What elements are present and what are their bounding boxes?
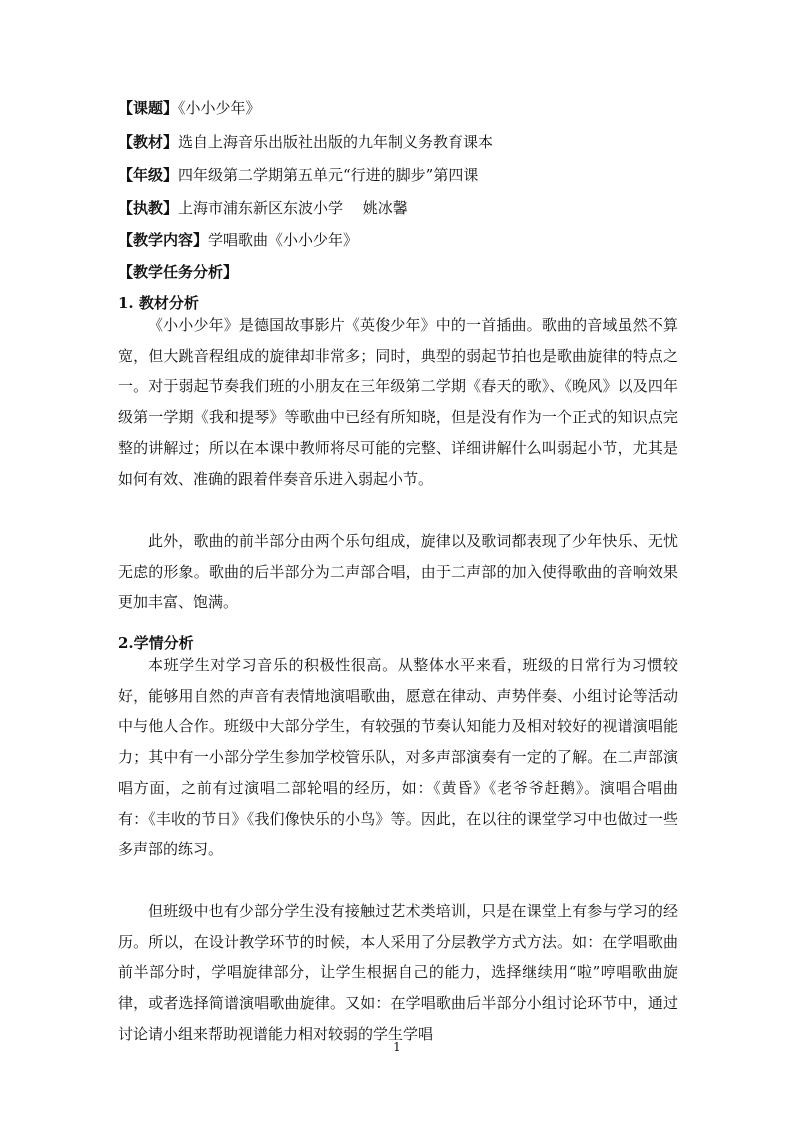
header-key: 【课题】 <box>118 99 179 117</box>
section-title-student-analysis: 2.学情分析 <box>118 634 194 652</box>
header-teacher <box>118 198 408 218</box>
header-value: 学唱歌曲《小小少年》 <box>208 231 359 249</box>
header-key: 【执教】 <box>118 199 179 217</box>
header-grade <box>118 165 478 185</box>
header-key: 【教学内容】 <box>118 231 209 249</box>
header-content <box>118 230 358 250</box>
paragraph: 本班学生对学习音乐的积极性很高。从整体水平来看，班级的日常行为习惯较好，能够用自然的声音有表情地演唱歌曲，愿意在律动、声势伴奏、小组讨论等活动中与他人合作。班级中大部分学生，有较强的节奏认知能力及相对较好的视谱演唱能力；其中有一小部分学生参加学校管乐队，对多声部演奏有一定的了解。在二声部演唱方面，之前有过演唱二部轮唱的经历，如：《黄昏》《老爷爷赶鹅》。演唱合唱曲有：《丰收的节日》《我们像快乐的小鸟》等。因此，在以往的课堂学习中也做过一些多声部的练习。 <box>118 656 678 859</box>
header-value: 选自上海音乐出版社出版的九年制义务教育课本 <box>178 133 494 151</box>
header-value: 上海市浦东新区东波小学 姚冰馨 <box>178 199 408 217</box>
header-value: 《小小少年》 <box>178 99 261 117</box>
paragraph: 但班级中也有少部分学生没有接触过艺术类培训，只是在课堂上有参与学习的经历。所以，在设计教学环节的时候，本人采用了分层教学方式方法。如：在学唱歌曲前半部分时，学唱旋律部分，让学生根据自己的能力，选择继续用“啦”哼唱歌曲旋律，或者选择简谱演唱歌曲旋律。又如：在学唱歌曲后半部分小组讨论环节中，通过讨论请小组来帮助视谱能力相对较弱的学生学唱 <box>118 902 678 1043</box>
header-key: 【教材】 <box>118 133 179 151</box>
paragraph: 《小小少年》是德国故事影片《英俊少年》中的一首插曲。歌曲的音域虽然不算宽，但大跳音程组成的旋律却非常多；同时，典型的弱起节拍也是歌曲旋律的特点之一。对于弱起节奏我们班的小朋友在三年级第二学期《春天的歌》、《晚风》以及四年级第一学期《我和提琴》等歌曲中已经有所知晓，但是没有作为一个正式的知识点完整的讲解过；所以在本课中教师将尽可能的完整、详细讲解什么叫弱起小节，尤其是如何有效、准确的跟着伴奏音乐进入弱起小节。 <box>118 316 678 488</box>
page-number: 1 <box>393 1040 401 1054</box>
header-textbook <box>118 132 493 152</box>
header-topic <box>118 98 261 118</box>
header-key: 【教学任务分析】 <box>118 263 239 281</box>
header-task-analysis <box>118 262 238 282</box>
header-value: 四年级第二学期第五单元“行进的脚步”第四课 <box>178 166 479 184</box>
header-key: 【年级】 <box>118 166 179 184</box>
paragraph: 此外，歌曲的前半部分由两个乐句组成，旋律以及歌词都表现了少年快乐、无忧无虑的形象。歌曲的后半部分为二声部合唱，由于二声部的加入使得歌曲的音响效果更加丰富、饱满。 <box>118 532 678 612</box>
section-title-textbook-analysis: 1. 教材分析 <box>118 294 199 312</box>
